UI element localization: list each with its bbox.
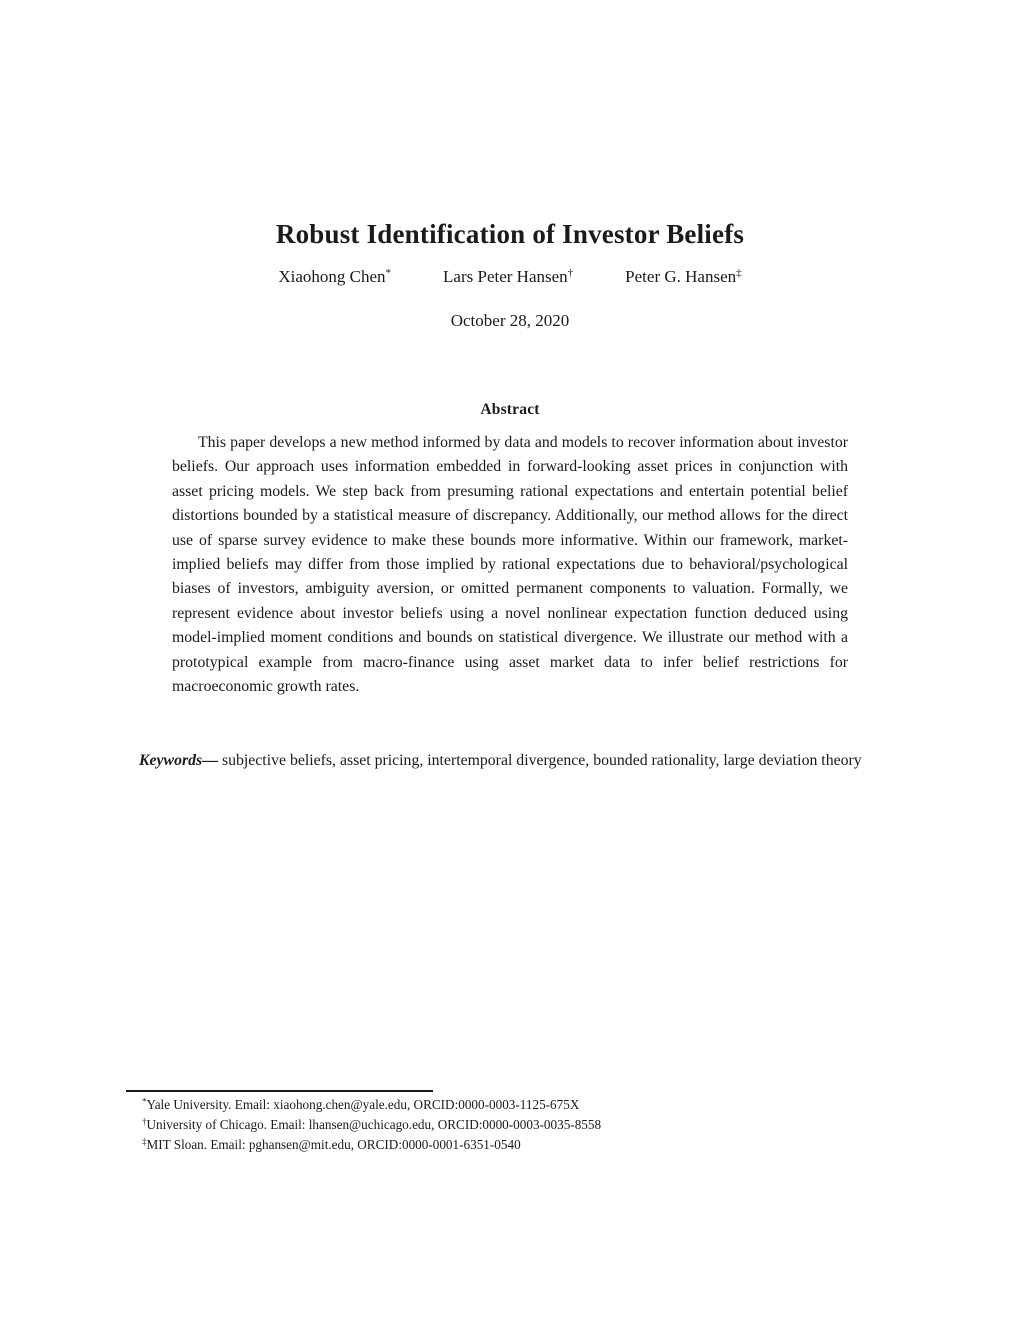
keywords: [126, 748, 894, 774]
keywords-label: Keywords—: [139, 752, 218, 769]
author-list: [0, 267, 1020, 287]
author-1-name: Xiaohong Chen: [278, 267, 386, 286]
footnote-3-marker: ‡: [142, 1136, 147, 1147]
footnote-2-marker: †: [142, 1116, 147, 1127]
footnote-rule: [126, 1090, 433, 1092]
author-1: [278, 267, 391, 287]
footnote-2: [126, 1115, 846, 1135]
footnote-1: [126, 1095, 846, 1115]
author-1-footnote-marker: *: [385, 267, 392, 279]
page-title: Robust Identification of Investor Beliefs: [275, 219, 745, 250]
publication-date: October 28, 2020: [450, 311, 570, 330]
footnote-1-marker: *: [142, 1096, 147, 1107]
keywords-text: subjective beliefs, asset pricing, intertemporal divergence, bounded rationality, large deviation theory: [221, 752, 862, 769]
author-3-footnote-marker: ‡: [736, 267, 742, 279]
abstract-heading: Abstract: [480, 401, 540, 418]
author-3: [625, 267, 741, 287]
footnote-3-text: MIT Sloan. Email: pghansen@mit.edu, ORCID:0000-0001-6351-0540: [146, 1136, 521, 1152]
author-3-name: Peter G. Hansen: [625, 267, 737, 286]
footnotes: [126, 1095, 846, 1154]
author-2-name: Lars Peter Hansen: [443, 267, 568, 286]
author-2-footnote-marker: †: [567, 267, 574, 279]
footnote-3: [126, 1135, 846, 1155]
footnote-1-text: Yale University. Email: xiaohong.chen@yale.edu, ORCID:0000-0003-1125-675X: [146, 1097, 580, 1112]
author-2: [443, 267, 573, 287]
footnote-2-text: University of Chicago. Email: lhansen@uchicago.edu, ORCID:0000-0003-0035-8558: [146, 1116, 602, 1132]
abstract-text: This paper develops a new method informed by data and models to recover information about investor beliefs. Our approach uses information embedded in forward-looking asset prices in conjunction with asset pricing models. We step back from presuming rational expectations and entertain potential belief distortions bounded by a statistical measure of discrepancy. Additionally, our method allows for the direct use of sparse survey evidence to make these bounds more informative. Within our framework, market-implied beliefs may differ from those implied by rational expectations due to behavioral/psychological biases of investors, ambiguity aversion, or omitted permanent components to valuation. Formally, we represent evidence about investor beliefs using a novel nonlinear expectation function deduced using model-implied moment conditions and bounds on statistical divergence. We illustrate our method with a prototypical example from macro-finance using asset market data to infer belief restrictions for macroeconomic growth rates.: [172, 434, 848, 696]
